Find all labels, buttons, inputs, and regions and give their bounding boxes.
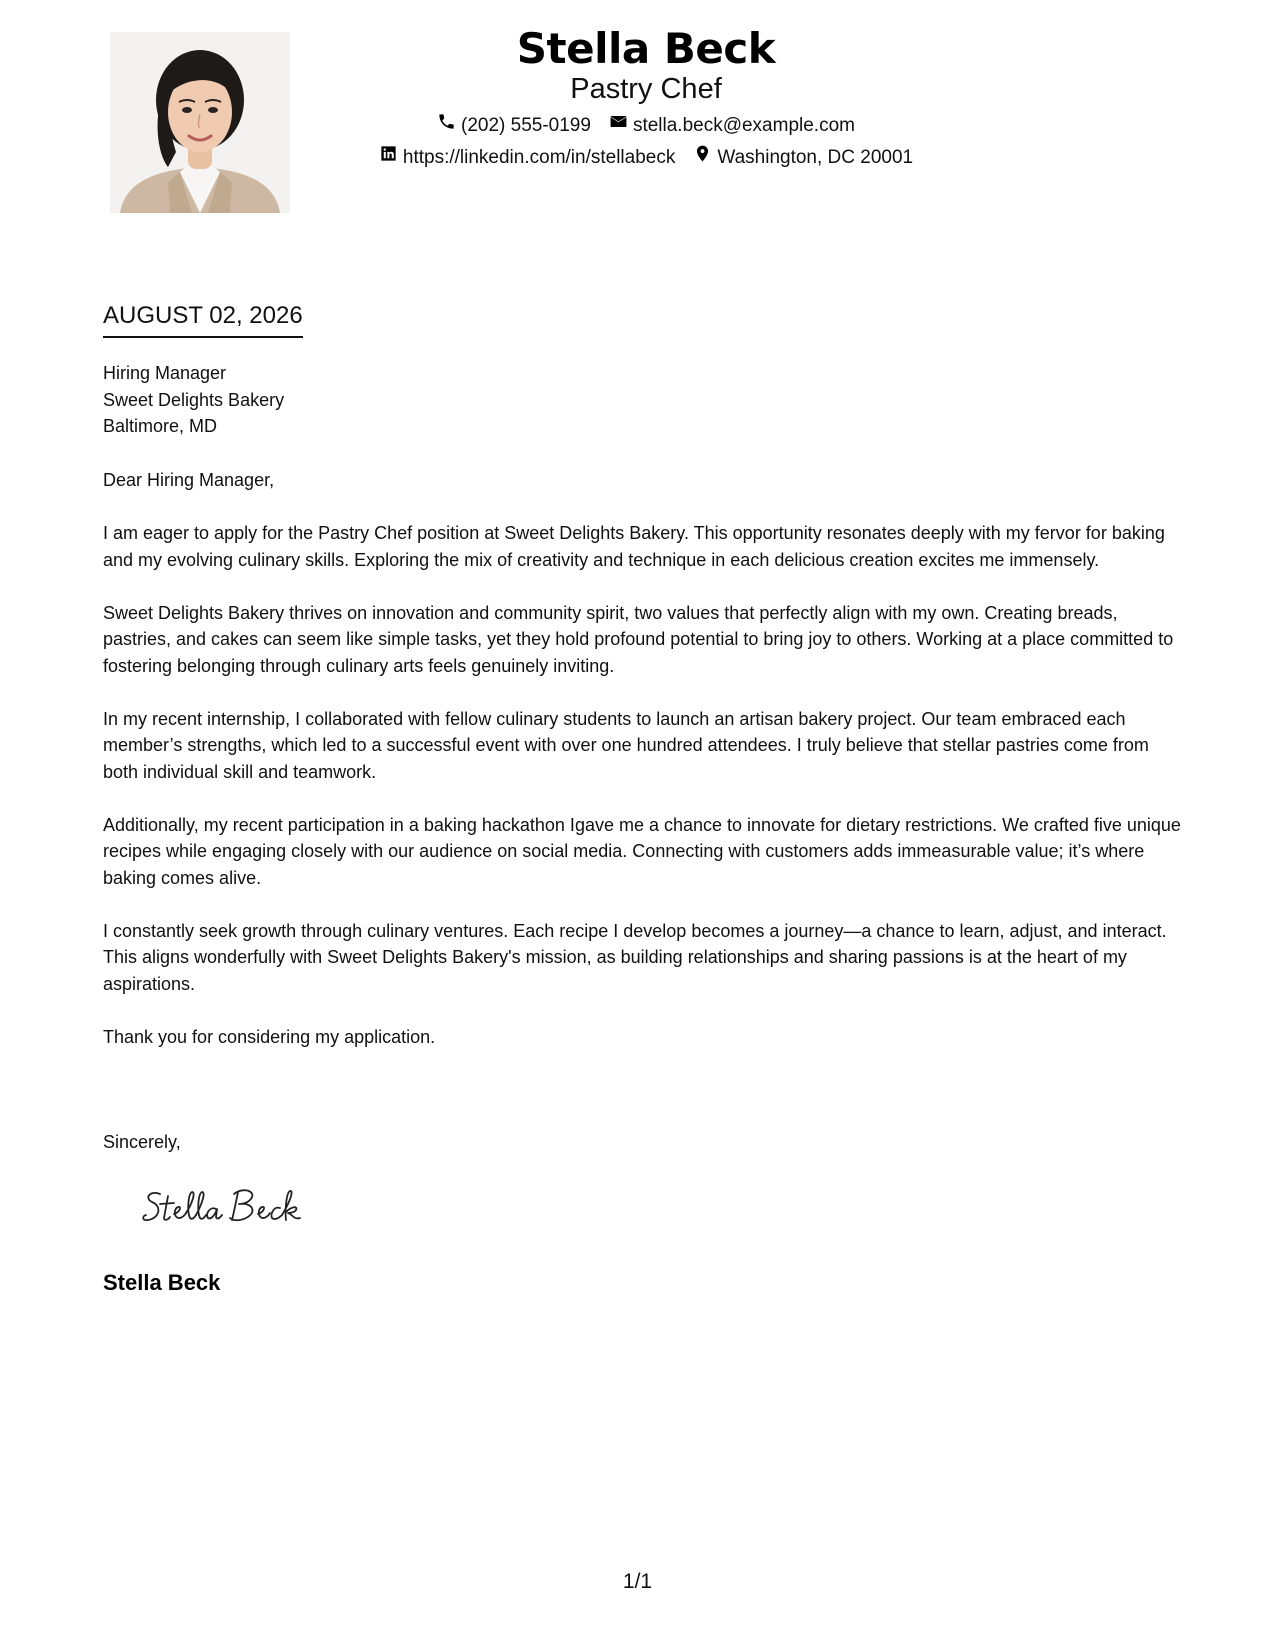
recipient-line-2: Sweet Delights Bakery xyxy=(103,389,285,410)
location-text: Washington, DC 20001 xyxy=(717,147,914,168)
paragraph: Thank you for considering my application. xyxy=(103,1026,436,1047)
linkedin-text[interactable]: https://linkedin.com/in/stellabeck xyxy=(402,147,676,168)
paragraph: I am eager to apply for the Pastry Chef position at Sweet Delights Bakery. This opportunity resonates deeply with my fervor for baking and my evolving culinary skills. Exploring the mix of creativity and technique in each delicious creation excites me immensely. xyxy=(103,523,1165,570)
email-contact[interactable] xyxy=(609,110,855,142)
location-contact xyxy=(693,142,913,174)
page-number: 1/1 xyxy=(622,1570,653,1593)
contact-row-primary xyxy=(320,110,972,142)
letter-date: AUGUST 02, 2026 xyxy=(103,300,303,338)
email-text[interactable]: stella.beck@example.com xyxy=(632,115,855,136)
phone-contact xyxy=(437,110,591,142)
closing: Sincerely, xyxy=(103,1132,181,1152)
job-title: Pastry Chef xyxy=(570,73,722,105)
header xyxy=(320,24,972,174)
paragraph: Sweet Delights Bakery thrives on innovation and community spirit, two values that perfectly align with my own. Creating breads, pastries, and cakes can seem like simple tasks, yet they hold profound potential to bring joy to others. Working at a place committed to fostering belonging through culinary arts feels genuinely inviting. xyxy=(103,602,1174,676)
signer-name: Stella Beck xyxy=(103,1270,221,1295)
salutation: Dear Hiring Manager, xyxy=(103,470,275,490)
paragraph: Additionally, my recent participation in a baking hackathon Igave me a chance to innovate for dietary restrictions. We crafted five unique recipes while engaging closely with our audience on social media. Connecting with customers adds immeasurable value; it’s where baking comes alive. xyxy=(103,814,1181,888)
recipient-line-1: Hiring Manager xyxy=(103,363,227,383)
candidate-name: Stella Beck xyxy=(516,24,776,73)
linkedin-contact[interactable] xyxy=(379,142,675,174)
signature-image xyxy=(140,1182,330,1232)
recipient-line-3: Baltimore, MD xyxy=(103,416,218,436)
profile-photo xyxy=(110,32,290,213)
linkedin-icon xyxy=(379,142,398,174)
letter-body xyxy=(103,467,1183,1077)
recipient-block xyxy=(103,360,284,440)
contact-row-secondary xyxy=(320,142,972,174)
paragraph: I constantly seek growth through culinary ventures. Each recipe I develop becomes a journey—a chance to learn, adjust, and interact. This aligns wonderfully with Sweet Delights Bakery's mission, as building relationships and sharing passions is at the heart of my aspirations. xyxy=(103,920,1167,994)
paragraph: In my recent internship, I collaborated with fellow culinary students to launch an artisan bakery project. Our team embraced each member’s strengths, which led to a successful event with over one hundred attendees. I truly believe that stellar pastries come from both individual skill and teamwork. xyxy=(103,708,1149,782)
envelope-icon xyxy=(609,110,628,142)
map-marker-icon xyxy=(693,142,712,174)
phone-text: (202) 555-0199 xyxy=(461,115,591,136)
phone-icon xyxy=(437,110,456,142)
